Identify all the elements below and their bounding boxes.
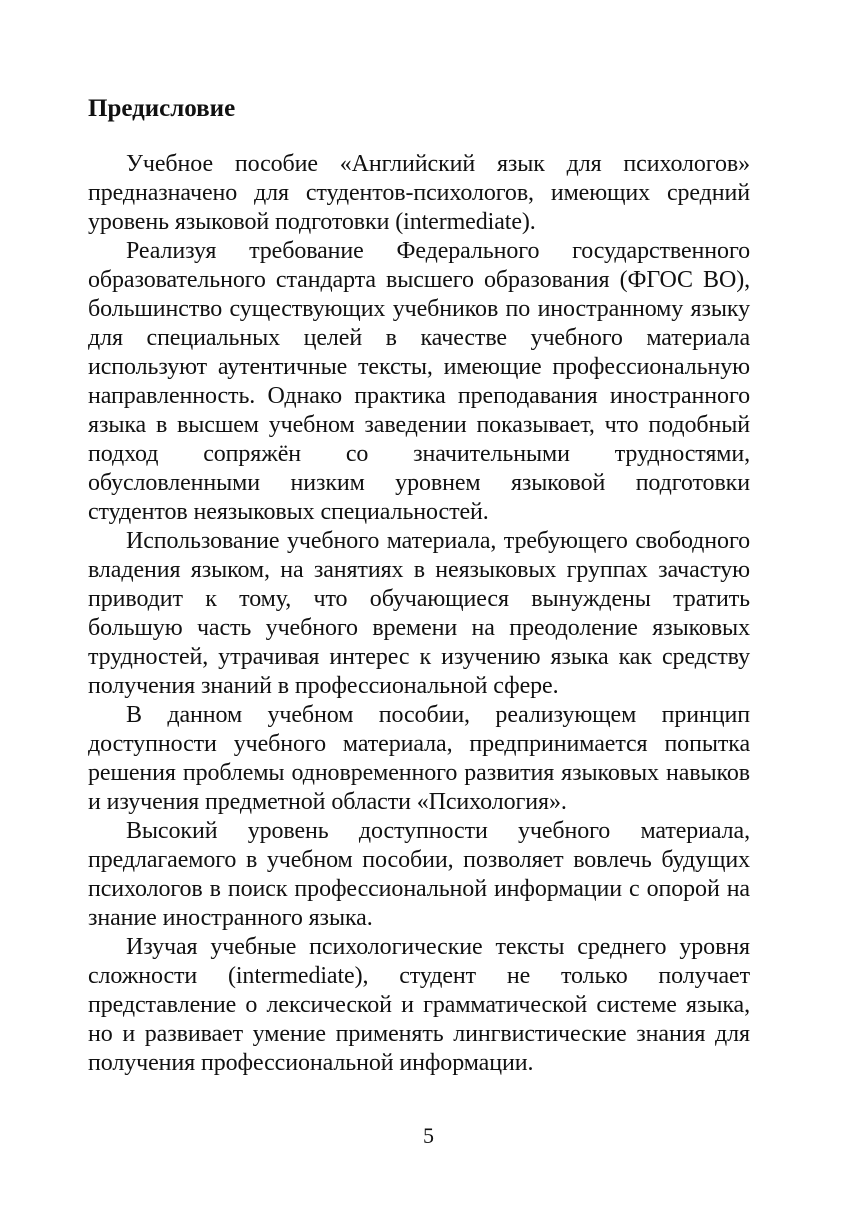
page-number: 5	[423, 1123, 434, 1148]
preface-body	[88, 150, 750, 1078]
paragraph-1: Учебное пособие «Английский язык для психологов» предназначено для студентов-психологов, имеющих средний уровень языковой подготовки (intermediate).	[88, 151, 750, 235]
paragraph-5: Высокий уровень доступности учебного материала, предлагаемого в учебном пособии, позволяет вовлечь будущих психологов в поиск профессиональной информации с опорой на знание иностранного языка.	[88, 818, 750, 931]
paragraph-4: В данном учебном пособии, реализующем принцип доступности учебного материала, предпринимается попытка решения проблемы одновременного развития языковых навыков и изучения предметной области «Психология».	[88, 702, 750, 815]
page-title: Предисловие	[88, 95, 236, 122]
paragraph-6: Изучая учебные психологические тексты среднего уровня сложности (intermediate), студент не только получает представление о лексической и грамматической системе языка, но и развивает умение применять лингвистические знания для получения профессиональной информации.	[88, 934, 750, 1076]
paragraph-2: Реализуя требование Федерального государственного образовательного стандарта высшего образования (ФГОС ВО), большинство существующих учебников по иностранному языку для специальных целей в качестве учебного материала используют аутентичные тексты, имеющие профессиональную направленность. Однако практика преподавания иностранного языка в высшем учебном заведении показывает, что подобный подход сопряжён со значительными трудностями, обусловленными низким уровнем языковой подготовки студентов неязыковых специальностей.	[88, 238, 750, 525]
paragraph-3: Использование учебного материала, требующего свободного владения языком, на занятиях в неязыковых группах зачастую приводит к тому, что обучающиеся вынуждены тратить большую часть учебного времени на преодоление языковых трудностей, утрачивая интерес к изучению языка как средству получения знаний в профессиональной сфере.	[88, 528, 750, 699]
